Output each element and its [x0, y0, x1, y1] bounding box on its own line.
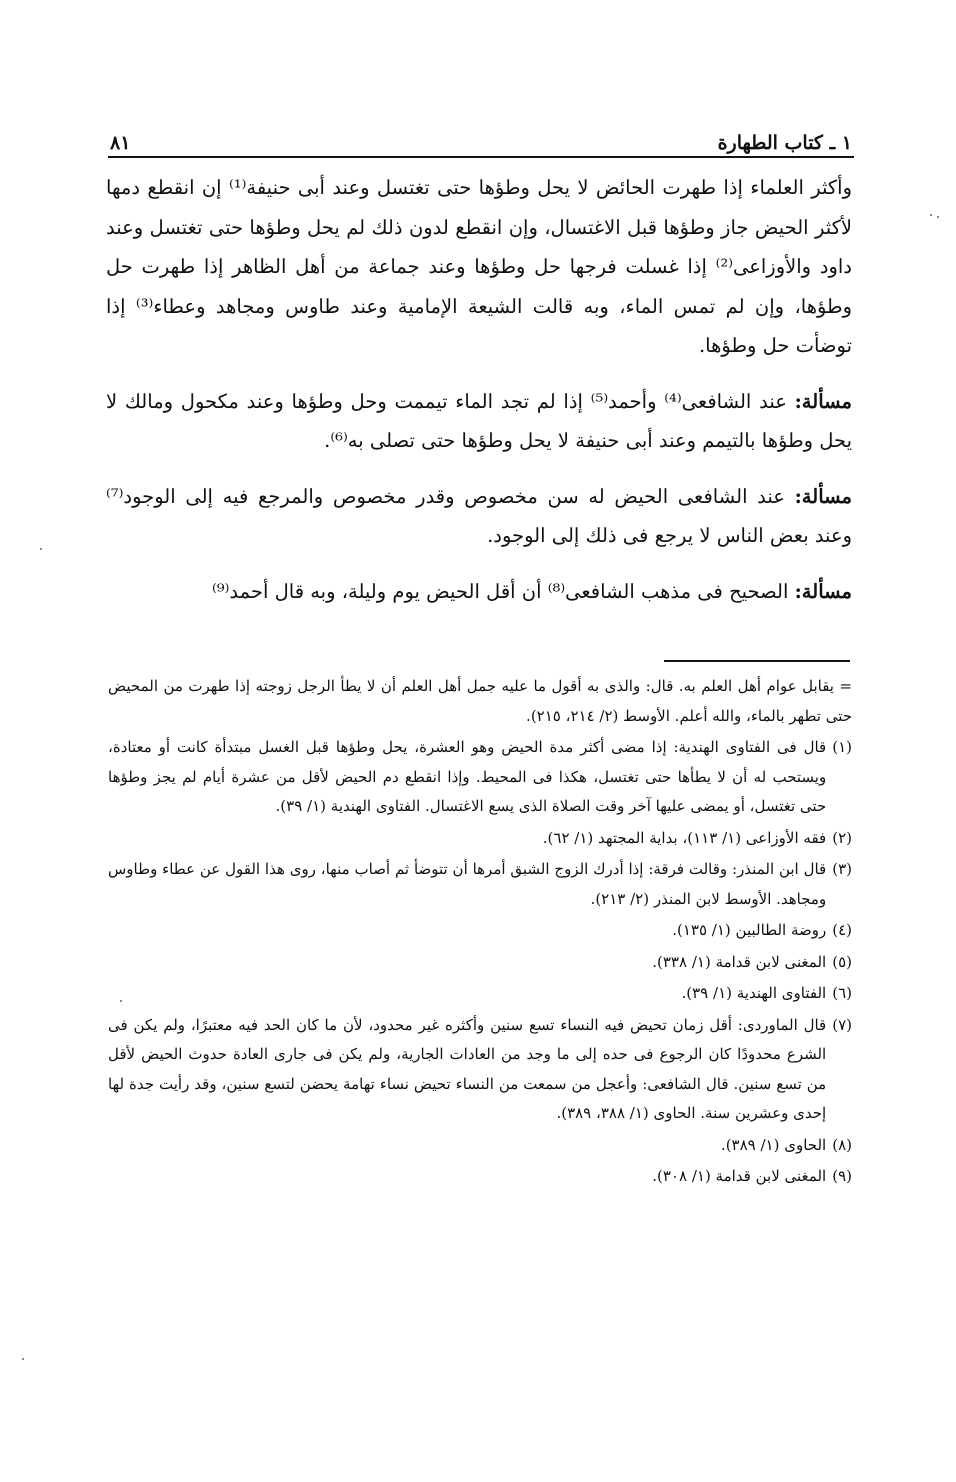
paragraph — [106, 477, 852, 556]
footnote-number: (٥) — [832, 952, 852, 971]
footnote-divider — [664, 660, 850, 662]
running-header — [110, 118, 852, 154]
chapter-title: ١ ـ كتاب الطهارة — [717, 132, 852, 154]
footnote-number: (٣) — [832, 860, 852, 878]
footnote — [108, 916, 852, 946]
paragraph-text: عند الشافعى⁽⁴⁾ وأحمد⁽⁵⁾ إذا لم تجد الماء تيممت وحل وطؤها وعند مكحول ومالك لا يحل وطؤها بالتيمم وعند أبى حنيفة لا يحل وطؤها حتى تصلى به⁽⁶⁾. — [106, 389, 852, 452]
issue-label: مسألة: — [794, 484, 852, 508]
footnote — [108, 948, 852, 978]
footnote — [108, 733, 852, 822]
paragraph — [106, 382, 852, 461]
paragraph-text: الصحيح فى مذهب الشافعى⁽⁸⁾ أن أقل الحيض يوم وليلة، وبه قال أحمد⁽⁹⁾ — [212, 579, 795, 603]
footnote-text: المغنى لابن قدامة (١/ ٣٣٨). — [652, 952, 827, 971]
footnote — [108, 1162, 852, 1192]
footnote-continuation: = يقابل عوام أهل العلم به. قال: والذى به أقول ما عليه جمل أهل العلم أن لا يطأ الرجل زوجته إذا طهرت من المحيض حتى تطهر بالماء، والله أعلم. الأوسط (٢/ ٢١٤، ٢١٥). — [108, 677, 852, 725]
main-text — [106, 168, 852, 627]
footnote-text: قال فى الفتاوى الهندية: إذا مضى أكثر مدة الحيض وهو العشرة، يحل وطؤها قبل الغسل مبتدأة كانت أو معتادة، ويستحب له أن لا يطأها حتى تغتسل، هكذا فى المحيط. وإذا انقطع دم الحيض لأقل من عشرة أيام لم يجز وطؤها حتى تغتسل، أو يمضى عليها آخر وقت الصلاة الذى يسع الاغتسال. الفتاوى الهندية (١/ ٣٩). — [108, 738, 827, 815]
footnotes — [108, 672, 852, 1194]
footnote — [108, 855, 852, 914]
paragraph — [106, 572, 852, 612]
scan-speck — [930, 214, 932, 216]
footnote-number: (٦) — [832, 984, 852, 1002]
scan-speck — [22, 1358, 24, 1360]
footnote-text: الفتاوى الهندية (١/ ٣٩). — [681, 984, 827, 1002]
page-number: ٨١ — [110, 132, 131, 154]
footnote-number: (٩) — [832, 1167, 852, 1185]
scan-speck — [40, 548, 42, 550]
footnote-text: فقه الأوزاعى (١/ ١١٣)، بداية المجتهد (١/ ٦٢). — [542, 828, 827, 847]
paragraph — [106, 168, 852, 366]
footnote-text: قال ابن المنذر: وقالت فرقة: إذا أدرك الزوج الشبق أمرها أن تتوضأ ثم أصاب منها، روى هذا القول عن عطاء وطاوس ومجاهد. الأوسط لابن المنذر (٢/ ٢١٣). — [108, 860, 827, 908]
paragraph-text: وأكثر العلماء إذا طهرت الحائض لا يحل وطؤها حتى تغتسل وعند أبى حنيفة⁽¹⁾ إن انقطع دمها لأكثر الحيض جاز وطؤها قبل الاغتسال، وإن انقطع لدون ذلك لم يحل وطؤها حتى تغتسل وعند داود والأوزاعى⁽²⁾ إذا غسلت فرجها حل وطؤها وعند جماعة من أهل الظاهر إذا طهرت حل وطؤها، وإن لم تمس الماء، وبه قالت الشيعة الإمامية وعند طاوس ومجاهد وعطاء⁽³⁾ إذا توضأت حل وطؤها. — [106, 176, 853, 357]
issue-label: مسألة: — [794, 389, 852, 413]
footnote-number: (٧) — [832, 1015, 852, 1034]
footnote — [108, 824, 852, 854]
issue-label: مسألة: — [794, 579, 852, 603]
footnote-text: روضة الطالبين (١/ ١٣٥). — [672, 921, 827, 939]
footnote-number: (٢) — [832, 828, 852, 847]
footnote — [108, 1131, 852, 1161]
footnote — [108, 1011, 852, 1129]
scan-speck — [937, 216, 939, 218]
footnote-text: قال الماوردى: أقل زمان تحيض فيه النساء تسع سنين وأكثره غير محدود، لأن ما كان الحد فيه معتبرًا، ولم يكن فى الشرع محدودًا كان الرجوع فى حده إلى ما وجد من العادات الجارية، ولم يكن فى جارى العادة حدوث الحيض لأقل من تسع سنين. قال الشافعى: وأعجل من سمعت من النساء تحيض نساء تهامة يحضن لتسع سنين، وقد رأيت جدة لها إحدى وعشرين سنة. الحاوى (١/ ٣٨٨، ٣٨٩). — [108, 1015, 827, 1122]
scan-speck — [120, 1000, 122, 1002]
paragraph-text: عند الشافعى الحيض له سن مخصوص وقدر مخصوص والمرجع فيه إلى الوجود⁽⁷⁾ وعند بعض الناس لا يرجع فى ذلك إلى الوجود. — [106, 484, 852, 547]
footnote-number: (٨) — [832, 1135, 852, 1154]
footnote-text: الحاوى (١/ ٣٨٩). — [720, 1135, 827, 1154]
footnote — [108, 979, 852, 1009]
footnote-text: المغنى لابن قدامة (١/ ٣٠٨). — [652, 1167, 827, 1185]
header-divider — [108, 156, 854, 158]
footnote-number: (٤) — [832, 921, 852, 939]
footnote-number: (١) — [832, 738, 852, 756]
